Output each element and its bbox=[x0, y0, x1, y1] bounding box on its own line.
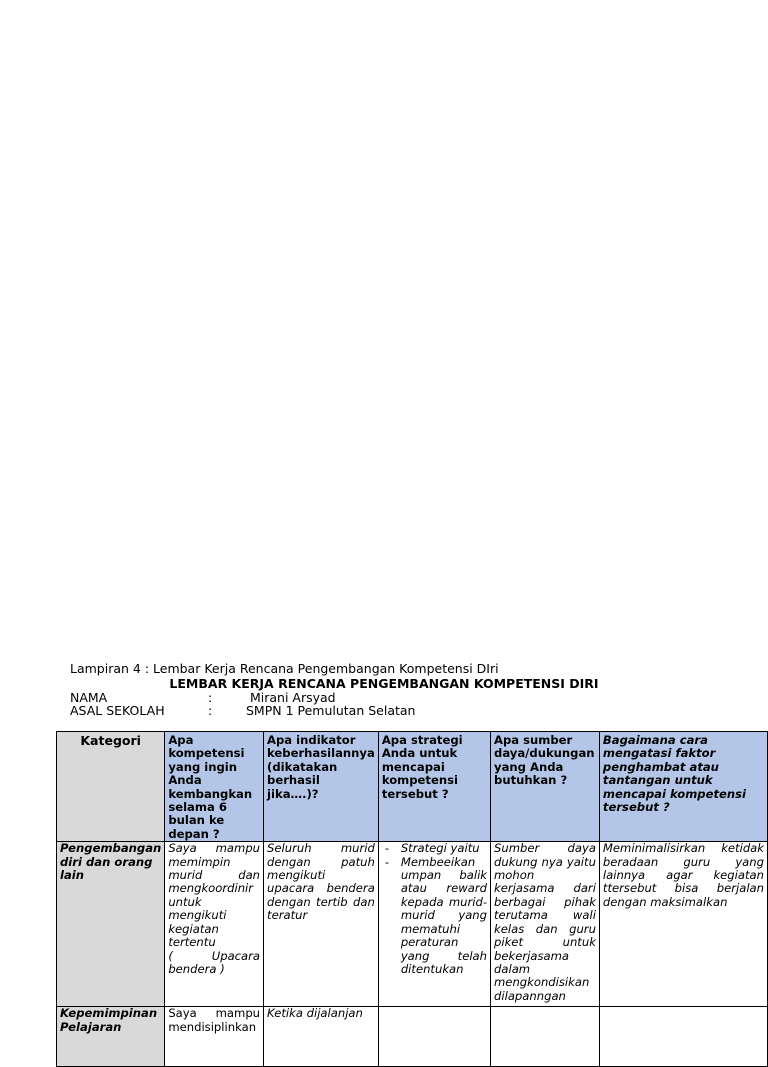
row-cara bbox=[599, 1007, 767, 1067]
row-sumber: Sumber daya dukung nya yaitu mohon kerjasama dari berbagai pihak terutama wali kelas dan guru piket untuk bekerjasama dalam mengkondisikan dilapanngan bbox=[491, 842, 600, 1007]
table-row bbox=[57, 1007, 768, 1067]
row-indikator: Seluruh murid dengan patuh mengikuti upacara bendera dengan tertib dan teratur bbox=[264, 842, 379, 1007]
row-kompetensi: Saya mampu mendisiplinkan bbox=[165, 1007, 264, 1067]
nama-value: Mirani Arsyad bbox=[250, 690, 336, 705]
header-strategi: Apa strategi Anda untuk mencapai kompetensi tersebut ? bbox=[378, 732, 490, 842]
row-kompetensi bbox=[165, 842, 264, 1007]
header-indikator: Apa indikator keberhasilannya (dikatakan berhasil jika….)? bbox=[264, 732, 379, 842]
sekolah-label: ASAL SEKOLAH bbox=[70, 703, 165, 718]
row-strategi bbox=[378, 1007, 490, 1067]
table-row bbox=[57, 842, 768, 1007]
header-sumber: Apa sumber daya/dukungan yang Anda butuhkan ? bbox=[491, 732, 600, 842]
document-title: LEMBAR KERJA RENCANA PENGEMBANGAN KOMPETENSI DIRI bbox=[169, 676, 599, 691]
row-strategi bbox=[378, 842, 490, 1007]
strategi-item: - Strategi yaitu bbox=[382, 842, 487, 855]
row-cara: Meminimalisirkan ketidak beradaan guru yang lainnya agar kegiatan ttersebut bisa berjalan dengan maksimalkan bbox=[599, 842, 767, 1007]
strategi-list bbox=[382, 842, 487, 976]
row-sumber bbox=[491, 1007, 600, 1067]
row-kompetensi-text: Saya mampu memimpin murid dan mengkoordinir untuk mengikuti kegiatan tertentu bbox=[168, 841, 261, 950]
sekolah-value: SMPN 1 Pemulutan Selatan bbox=[246, 703, 416, 718]
header-kategori: Kategori bbox=[57, 732, 165, 842]
table-header-row bbox=[57, 732, 768, 842]
nama-colon: : bbox=[208, 690, 213, 705]
nama-label: NAMA bbox=[70, 690, 108, 705]
row-kategori: Pengembangan diri dan orang lain bbox=[57, 842, 165, 1007]
row-kompetensi-extra: ( Upacara bendera ) bbox=[168, 948, 261, 976]
header-kompetensi: Apa kompetensi yang ingin Anda kembangkan selama 6 bulan ke depan ? bbox=[165, 732, 264, 842]
row-indikator: Ketika dijalanjan bbox=[264, 1007, 379, 1067]
strategi-item: - Membeeikan umpan balik atau reward kepada murid- murid yang mematuhi peraturan yang telah ditentukan bbox=[382, 856, 487, 977]
competency-plan-table bbox=[56, 731, 768, 1067]
sekolah-colon: : bbox=[208, 703, 213, 718]
header-cara: Bagaimana cara mengatasi faktor penghambat atau tantangan untuk mencapai kompetensi tersebut ? bbox=[599, 732, 767, 842]
attachment-caption: Lampiran 4 : Lembar Kerja Rencana Pengembangan Kompetensi DIri bbox=[70, 661, 499, 676]
row-kategori: Kepemimpinan Pelajaran bbox=[57, 1007, 165, 1067]
